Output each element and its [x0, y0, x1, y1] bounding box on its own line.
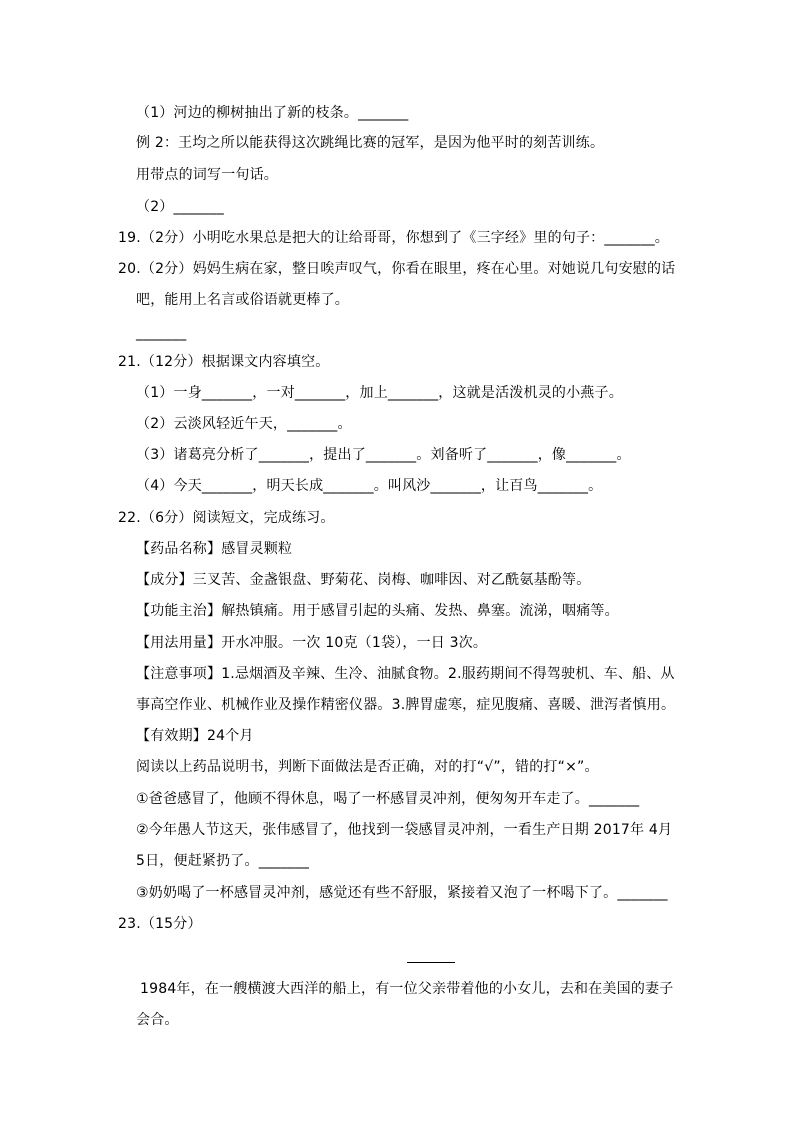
text-line: 事高空作业、机械作业及操作精密仪器。3.脾胃虚寒，症见腹痛、喜暖、泄泻者慎用。: [136, 697, 676, 713]
text-line: 19.（2分）小明吃水果总是把大的让给哥哥，你想到了《三字经》里的句子：_______。: [118, 230, 669, 246]
text-line: 例 2：王均之所以能获得这次跳绳比赛的冠军，是因为他平时的刻苦训练。: [136, 135, 605, 151]
text-line: 【注意事项】1.忌烟酒及辛辣、生冷、油腻食物。2.服药期间不得驾驶机、车、船、从: [136, 666, 675, 682]
text-line: 【药品名称】感冒灵颗粒: [136, 541, 293, 557]
text-line: （2）_______: [136, 199, 224, 215]
text-line: 20.（2分）妈妈生病在家，整日唉声叹气，你看在眼里，疼在心里。对她说几句安慰的话: [118, 261, 676, 277]
text-line: _______: [136, 325, 187, 341]
text-line: 用带点的词写一句话。: [136, 167, 278, 183]
text-line: 阅读以上药品说明书，判断下面做法是否正确，对的打“√”，错的打“×”。: [136, 759, 599, 775]
text-line: 23.（15分）: [118, 916, 202, 932]
text-line: 【成分】三叉苦、金盏银盘、野菊花、岗梅、咖啡因、对乙酰氨基酚等。: [136, 572, 591, 588]
text-line: （1）河边的柳树抽出了新的枝条。_______: [136, 105, 409, 121]
text-line: ①爸爸感冒了，他顾不得休息，喝了一杯感冒灵冲剂，便匆匆开车走了。_______: [136, 791, 640, 807]
text-line: 吧，能用上名言或俗语就更棒了。: [136, 292, 349, 308]
text-line: 【用法用量】开水冲服。一次 10克（1袋），一日 3次。: [136, 635, 488, 651]
text-line: 1984年，在一艘横渡大西洋的船上，有一位父亲带着他的小女儿，去和在美国的妻子: [140, 981, 674, 997]
text-line: ②今年愚人节这天，张伟感冒了，他找到一袋感冒灵冲剂，一看生产日期 2017年 4月: [136, 822, 673, 838]
text-line: 【有效期】24个月: [136, 728, 254, 744]
text-line: ③奶奶喝了一杯感冒灵冲剂，感觉还有些不舒服，紧接着又泡了一杯喝下了。_______: [136, 885, 668, 901]
text-line: 21.（12分）根据课文内容填空。: [118, 354, 330, 370]
text-line: 5日，便赶紧扔了。_______: [136, 853, 310, 869]
text-line: 22.（6分）阅读短文，完成练习。: [118, 510, 335, 526]
text-line: （2）云淡风轻近午天，_______。: [136, 416, 352, 432]
text-line: （4）今天_______，明天长成_______。叫风沙_______，让百鸟_______。: [136, 478, 603, 494]
text-line: （1）一身_______，一对_______，加上_______，这就是活泼机灵的小燕子。: [136, 385, 623, 401]
text-line: 会合。: [136, 1012, 179, 1028]
title-blank-line: [407, 962, 455, 963]
text-line: （3）诸葛亮分析了_______，提出了_______。刘备听了_______，像_______。: [136, 447, 631, 463]
text-line: 【功能主治】解热镇痛。用于感冒引起的头痛、发热、鼻塞。流涕，咽痛等。: [136, 603, 619, 619]
